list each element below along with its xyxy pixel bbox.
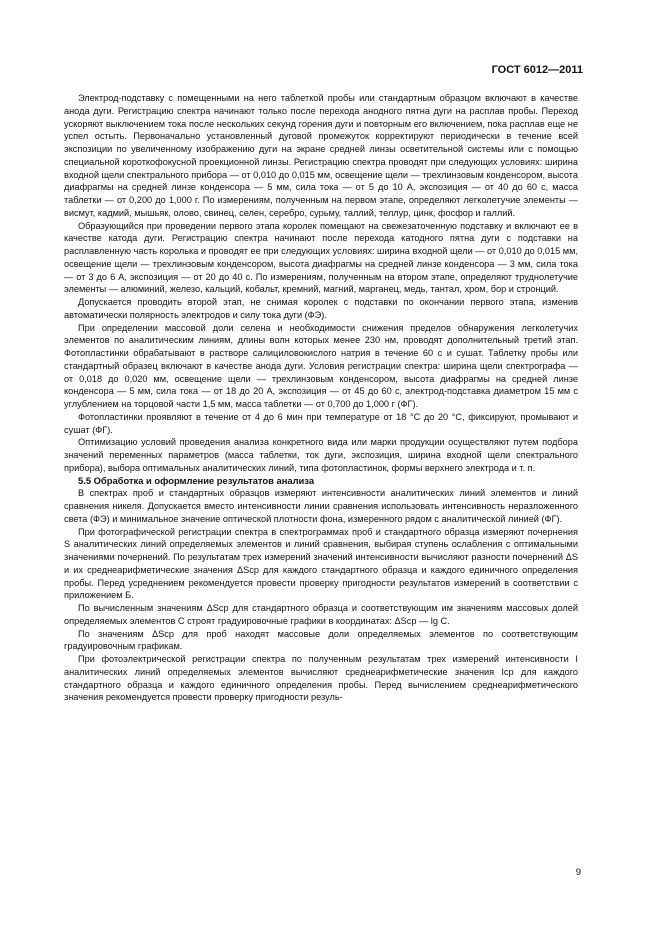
paragraph-anode-stage: Электрод-подставку с помещенными на него таблеткой пробы или стандартным образцом включают в качестве анода дуги. Регистрацию спектра начинают только после перехода анодного пятна дуги на расплав пробы. Переход ускоряют выключением тока после нескольких секунд горения дуги и повторным его включением, пока расплав еще не успел остыть. Первоначально установленный дуговой промежуток корректируют периодически в течение всей экспозиции по увеличенному изображению дуги на экране средней линзы осветительной системы или с помощью специальной короткофокусной проекционной линзы. Регистрацию спектра проводят при следующих условиях: ширина входной щели спектрального прибора — от 0,010 до 0,015 мм, освещение щели — трехлинзовым конденсором, высота диафрагмы на средней линзе конденсора — 5 мм, сила тока — от 5 до 10 А, экспозиция — от 40 до 60 с, масса таблетки — от 0,200 до 1,000 г. По измерениям, полученным на первом этапе, определяют легколетучие элементы — висмут, кадмий, мышьяк, олово, свинец, селен, серебро, сурьму, таллий, теллур, цинк, фосфор и галлий.: [64, 93, 578, 218]
paragraph-cathode-stage: Образующийся при проведении первого этапа королек помещают на свежезаточенную подставку и включают ее в качестве катода дуги. Регистрацию спектра начинают после перехода катодного пятна дуги с подставки на расплавленную часть королька и проводят ее при следующих условиях: ширина входной щели — от 0,010 до 0,015 мм, освещение щели — трехлинзовым конденсором, высота диафрагмы на средней линзе конденсора — 3 мм, сила тока — от 3 до 6 А, экспозиция — от 20 до 40 с. По измерениям, полученным на втором этапе, определяют труднолетучие элементы — алюминий, железо, кальций, кобальт, кремний, магний, марганец, медь, тантал, хром, бор и стронций.: [64, 220, 578, 295]
paragraph-calibration-graphs: По вычисленным значениям ΔSср для стандартного образца и соответствующим им значениям массовых долей определяемых элементов С строят градуировочные графики в координатах: ΔSср — lg C.: [64, 603, 578, 626]
page-number: 9: [575, 867, 581, 878]
section-heading: 5.5 Обработка и оформление результатов анализа: [78, 474, 315, 486]
paragraph-photographic-registration: При фотографической регистрации спектра в спектрограммах проб и стандартного образца измеряют почернения S аналитических линий определяемых элементов и линий сравнения, выбирая ступень ослабления с оптимальными значениями почернений. По результатам трех измерений значений интенсивности вычисляют разности почернений ΔS и их среднеарифметические значения ΔSср для каждого стандартного образца и каждого единичного определения пробы. Перед усреднением рекомендуется провести проверку пригодности результатов измерений в соответствии с приложением Б.: [64, 526, 578, 601]
paragraph-sample-values: По значениям ΔSср для проб находят массовые доли определяемых элементов по соответствующим градуировочным графикам.: [64, 628, 578, 652]
paragraph-polarity-switch: Допускается проводить второй этап, не снимая королек с подставки по окончании первого этапа, изменив автоматически полярность электродов и силу тока дуги (ФЭ).: [64, 297, 578, 320]
paragraph-third-stage: При определении массовой доли селена и необходимости снижения пределов обнаружения легколетучих элементов по аналитическим линиям, длины волн которых менее 230 нм, проводят дополнительный третий этап. Фотопластинки обрабатывают в растворе салициловокислого натрия в течение 60 с и сушат. Таблетку пробы или стандартный образец включают в качестве анода дуги. Условия регистрации спектра: ширина щели спектрографа — от 0,018 до 0,020 мм, освещение щели — трехлинзовым конденсором, высота диафрагмы на средней линзе конденсора — 5 мм, сила тока — от 18 до 20 А, экспозиция — от 45 до 60 с, электрод-подставка диаметром 15 мм с углублением на торцовой части 1,5 мм, масса таблетки — от 0,700 до 1,000 г (ФГ).: [64, 322, 578, 409]
paragraph-intensity-measurement: В спектрах проб и стандартных образцов измеряют интенсивности аналитических линий элементов и линий сравнения никеля. Допускается вместо интенсивности линии сравнения использовать интенсивность неразложенного света (ФЭ) и минимальное значение оптической плотности фона, измеренного рядом с аналитической линией (ФГ).: [64, 488, 578, 524]
paragraph-optimization: Оптимизацию условий проведения анализа конкретного вида или марки продукции осуществляют путем подбора значений переменных параметров (масса таблетки, ток дуги, экспозиция, ширина входной щели спектрального прибора), выбора оптимальных аналитических линий, типа фотопластинок, формы верхнего электрода и т. п.: [64, 437, 578, 473]
paragraph-plate-development: Фотопластинки проявляют в течение от 4 до 6 мин при температуре от 18 °С до 20 °С, фиксируют, промывают и сушат (ФГ).: [64, 411, 578, 435]
document-header: ГОСТ 6012—2011: [491, 64, 583, 76]
paragraph-photoelectric-registration: При фотоэлектрической регистрации спектра по полученным результатам трех измерений интенсивности I аналитических линий определяемых элементов вычисляют среднеарифметические значения Iср для каждого стандартного образца и каждого единичного определения пробы. Перед вычислением среднеарифметического значения рекомендуется провести проверку пригодности резуль-: [64, 654, 578, 703]
document-body: [64, 92, 578, 704]
